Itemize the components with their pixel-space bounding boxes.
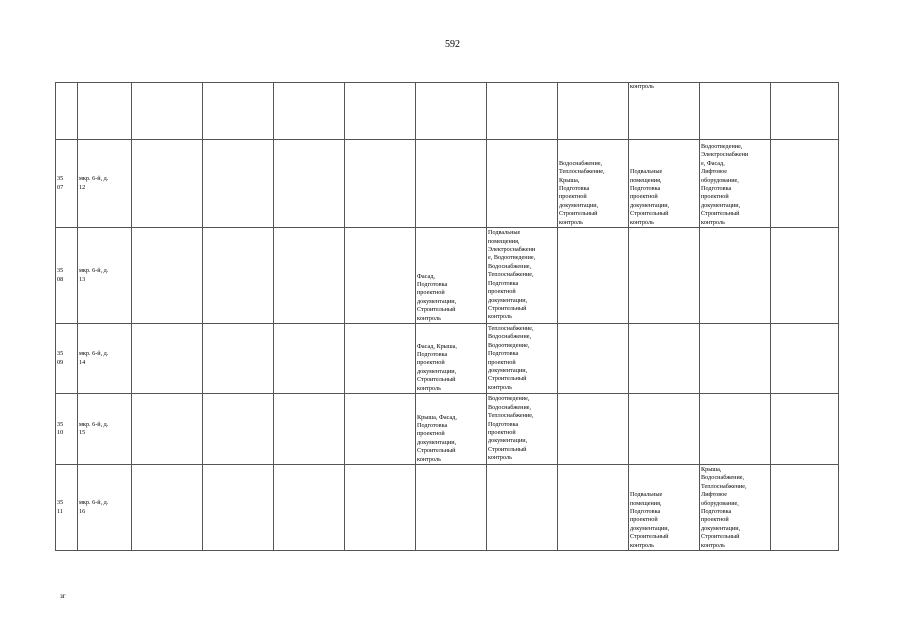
table-row: [56, 324, 839, 394]
address-cell: мкр. 6-й, д. 16: [78, 465, 132, 551]
works-cell: [558, 83, 629, 140]
empty-cell: [345, 324, 416, 394]
empty-cell: [203, 140, 274, 228]
empty-cell: [132, 83, 203, 140]
works-cell: [700, 394, 771, 465]
footer-mark: зг: [60, 592, 66, 600]
works-cell: [558, 394, 629, 465]
empty-cell: [203, 465, 274, 551]
empty-cell: [771, 140, 839, 228]
address-cell: мкр. 6-й, д. 13: [78, 228, 132, 324]
empty-cell: [132, 465, 203, 551]
empty-cell: [132, 228, 203, 324]
empty-cell: [274, 83, 345, 140]
empty-cell: [345, 228, 416, 324]
works-cell: [700, 228, 771, 324]
works-cell: [629, 324, 700, 394]
works-cell: Подвальные помещения, Электроснабжени е, Водоотведение, Водоснабжение, Теплоснабжение, Подготовка проектной документации, Строительный контроль: [487, 228, 558, 324]
empty-cell: [771, 465, 839, 551]
table-row: [56, 140, 839, 228]
page-number: 592: [445, 39, 460, 50]
row-number-cell: 35 09: [56, 324, 78, 394]
empty-cell: [416, 140, 487, 228]
empty-cell: [203, 394, 274, 465]
address-cell: [78, 83, 132, 140]
works-cell: контроль: [629, 83, 700, 140]
empty-cell: [274, 140, 345, 228]
works-cell: [487, 83, 558, 140]
works-cell: Фасад, Крыша, Подготовка проектной документации, Строительный контроль: [416, 324, 487, 394]
empty-cell: [345, 83, 416, 140]
works-cell: [416, 465, 487, 551]
works-cell: Водоотведение, Электроснабжени е, Фасад, Лифтовое оборудование, Подготовка проектной документации, Строительный контроль: [700, 140, 771, 228]
empty-cell: [345, 394, 416, 465]
empty-cell: [345, 465, 416, 551]
row-number-cell: 35 10: [56, 394, 78, 465]
works-cell: [487, 140, 558, 228]
row-number-cell: 35 11: [56, 465, 78, 551]
empty-cell: [132, 140, 203, 228]
works-cell: Фасад, Подготовка проектной документации, Строительный контроль: [416, 228, 487, 324]
empty-cell: [345, 140, 416, 228]
table-row: [56, 394, 839, 465]
empty-cell: [132, 394, 203, 465]
empty-cell: [274, 228, 345, 324]
table-row: [56, 228, 839, 324]
row-number-cell: 35 08: [56, 228, 78, 324]
empty-cell: [132, 324, 203, 394]
empty-cell: [274, 394, 345, 465]
row-number-cell: 35 07: [56, 140, 78, 228]
empty-cell: [203, 228, 274, 324]
works-cell: [487, 465, 558, 551]
empty-cell: [771, 83, 839, 140]
empty-cell: [771, 228, 839, 324]
works-cell: [558, 324, 629, 394]
works-cell: Крыша, Водоснабжение, Теплоснабжение, Лифтовое оборудование, Подготовка проектной документации, Строительный контроль: [700, 465, 771, 551]
address-cell: мкр. 6-й, д. 15: [78, 394, 132, 465]
empty-cell: [274, 465, 345, 551]
works-cell: [558, 465, 629, 551]
works-cell: Подвальные помещения, Подготовка проектной документации, Строительный контроль: [629, 140, 700, 228]
empty-cell: [274, 324, 345, 394]
works-cell: Водоснабжение, Теплоснабжение, Крыша, Подготовка проектной документации, Строительный контроль: [558, 140, 629, 228]
works-cell: Водоотведение, Водоснабжение, Теплоснабжение, Подготовка проектной документации, Строительный контроль: [487, 394, 558, 465]
empty-cell: [771, 394, 839, 465]
works-cell: [629, 394, 700, 465]
works-cell: [558, 228, 629, 324]
works-cell: Крыша, Фасад, Подготовка проектной документации, Строительный контроль: [416, 394, 487, 465]
works-cell: Теплоснабжение, Водоснабжение, Водоотведение, Подготовка проектной документации, Строительный контроль: [487, 324, 558, 394]
table-row: [56, 465, 839, 551]
empty-cell: [771, 324, 839, 394]
address-cell: мкр. 6-й, д. 12: [78, 140, 132, 228]
works-cell: Подвальные помещения, Подготовка проектной документации, Строительный контроль: [629, 465, 700, 551]
works-cell: [700, 324, 771, 394]
empty-cell: [203, 324, 274, 394]
row-number-cell: [56, 83, 78, 140]
works-cell: [629, 228, 700, 324]
schedule-table: [55, 82, 839, 551]
table-row: [56, 83, 839, 140]
empty-cell: [203, 83, 274, 140]
empty-cell: [416, 83, 487, 140]
address-cell: мкр. 6-й, д. 14: [78, 324, 132, 394]
works-cell: [700, 83, 771, 140]
